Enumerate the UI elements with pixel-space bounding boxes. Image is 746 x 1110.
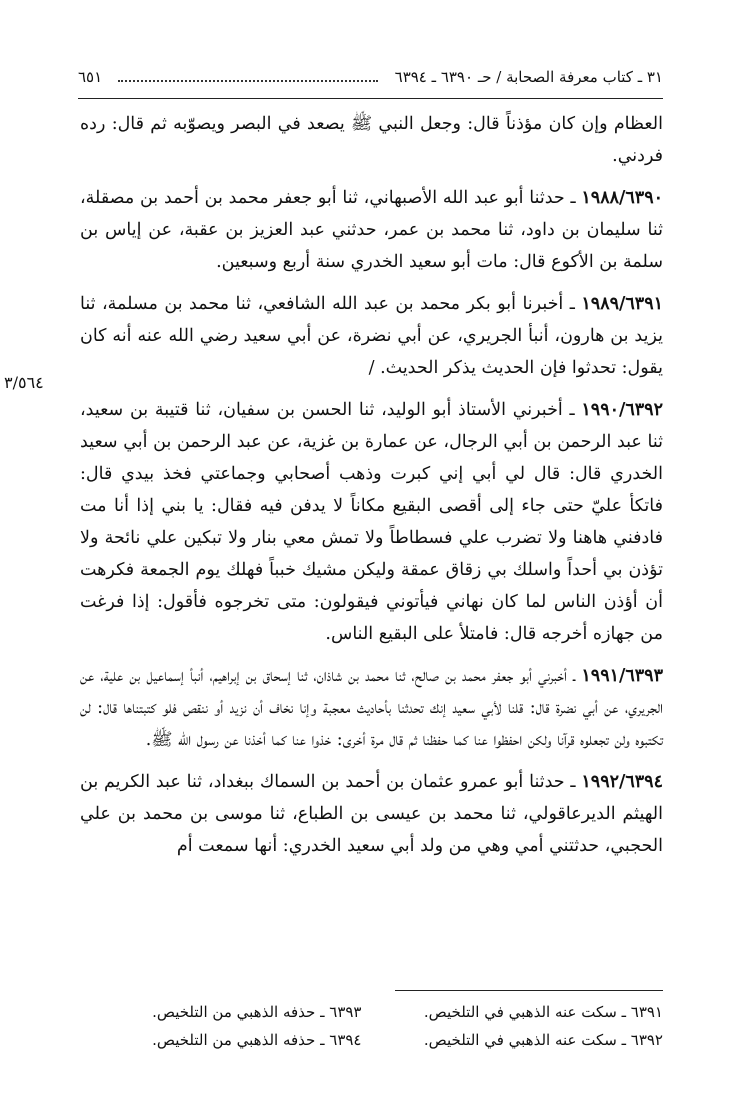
hadith-paragraph bbox=[80, 660, 663, 756]
header-leader-dots bbox=[118, 80, 378, 82]
hadith-paragraph bbox=[80, 394, 663, 650]
hadith-number: ١٩٩٢/٦٣٩٤ bbox=[581, 772, 663, 792]
hadith-number: ١٩٨٩/٦٣٩١ bbox=[581, 294, 663, 314]
hadith-paragraph bbox=[80, 182, 663, 278]
footnote: ٦٣٩٤ ـ حذفه الذهبي من التلخيص. bbox=[152, 1031, 362, 1049]
hadith-text: ـ أخبرني الأستاذ أبو الوليد، ثنا الحسن بن سفيان، ثنا قتيبة بن سعيد، ثنا عبد الرحمن بن أبي الرجال، عن عمارة بن غزية، عن عبد الرحمن بن أبي سعيد الخدري قال: قال لي أبي إني كبرت وذهب أصحابي وجماعتي فخذ بيدي قال: فاتكأ عليّ حتى جاء إلى أقصى البقيع مكاناً لا يدفن فيه فقال: يا بني إذا أنا مت فادفني هاهنا ولا تضرب علي فسطاطاً ولا تمش معي بنار ولا تبكين علي نائحة ولا تؤذن بي أحداً واسلك بي زقاق عمقة وليكن مشيك خبباً فهلك يوم الجمعة فكرهت أن أؤذن الناس لما كان نهاني فيأتوني فيقولون: متى تخرجوه فأقول: إذا فرغت من جهازه أخرجه قال: فامتلأ على البقيع الناس. bbox=[80, 400, 663, 644]
footnote: ٦٣٩١ ـ سكت عنه الذهبي في التلخيص. bbox=[423, 1003, 663, 1021]
hadith-text: ـ حدثنا أبو عمرو عثمان بن أحمد بن السماك ببغداد، ثنا عبد الكريم بن الهيثم الديرعاقولي، ثنا محمد بن عيسى بن الطباع، ثنا موسى بن محمد بن علي الحجبي، حدثتني أمي وهي من ولد أبي سعيد الخدري: أنها سمعت أم bbox=[80, 772, 663, 856]
header-title: ٣١ ـ كتاب معرفة الصحابة / حـ ٦٣٩٠ ـ ٦٣٩٤ bbox=[394, 68, 663, 86]
hadith-paragraph bbox=[80, 288, 663, 384]
footnote: ٦٣٩٣ ـ حذفه الذهبي من التلخيص. bbox=[152, 1003, 362, 1021]
main-text bbox=[80, 108, 663, 872]
hadith-number: ١٩٩١/٦٣٩٣ bbox=[581, 666, 663, 686]
margin-reference: ٣/٥٦٤ bbox=[4, 373, 44, 392]
hadith-text: ـ أخبرني أبو جعفر محمد بن صالح، ثنا محمد بن شاذان، ثنا إسحاق بن إبراهيم، أنبأ إسماعيل بن علية، عن الجريري، عن أبي نضرة قال: قلنا لأبي سعيد إنك تحدثنا بأحاديث معجبة وإنا نخاف أن نزيد أو ننقص فلو كتبتناها قال: لن تكتبوه ولن تجعلوه قرآنا ولكن احفظوا عنا كما حفظنا ثم قال مرة أخرى: خذوا عنا كما أخذنا عن رسول الله ﷺ. bbox=[80, 666, 663, 750]
hadith-text: ـ أخبرنا أبو بكر محمد بن عبد الله الشافعي، ثنا محمد بن مسلمة، ثنا يزيد بن هارون، أنبأ الجريري، عن أبي نضرة، عن أبي سعيد رضي الله عنه أنه كان يقول: تحدثوا فإن الحديث يذكر الحديث. / bbox=[80, 294, 663, 378]
footnotes bbox=[80, 998, 663, 1054]
hadith-paragraph bbox=[80, 766, 663, 862]
hadith-number: ١٩٩٠/٦٣٩٢ bbox=[581, 400, 663, 420]
paragraph-text: العظام وإن كان مؤذناً قال: وجعل النبي ﷺ يصعد في البصر ويصوّبه ثم قال: رده فردني. bbox=[80, 114, 663, 166]
hadith-text: ـ حدثنا أبو عبد الله الأصبهاني، ثنا أبو جعفر محمد بن أحمد بن مصقلة، ثنا سليمان بن داود، ثنا محمد بن عمر، حدثني عبد العزيز بن عقبة، عن إياس بن سلمة بن الأكوع قال: مات أبو سعيد الخدري سنة أربع وسبعين. bbox=[80, 188, 663, 272]
header-rule bbox=[78, 98, 663, 99]
footnote: ٦٣٩٢ ـ سكت عنه الذهبي في التلخيص. bbox=[423, 1031, 663, 1049]
hadith-number: ١٩٨٨/٦٣٩٠ bbox=[581, 188, 663, 208]
paragraph bbox=[80, 108, 663, 172]
footnote-rule bbox=[395, 990, 663, 991]
running-header bbox=[78, 68, 663, 96]
page-number: ٦٥١ bbox=[78, 68, 103, 86]
